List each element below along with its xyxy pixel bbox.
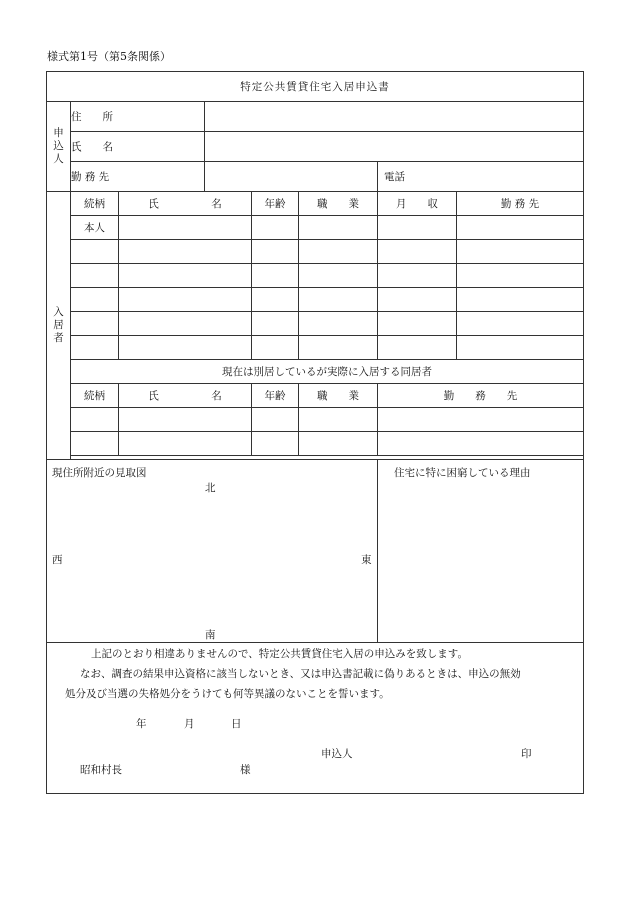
table-cell[interactable]	[119, 264, 252, 288]
table-cell[interactable]	[378, 336, 457, 360]
declaration-area	[47, 643, 584, 794]
table-cell[interactable]	[378, 216, 457, 240]
table-cell[interactable]	[71, 288, 119, 312]
table-cell[interactable]	[378, 432, 584, 456]
table-cell[interactable]	[378, 408, 584, 432]
table-cell[interactable]	[119, 432, 252, 456]
table-cell[interactable]	[119, 216, 252, 240]
map-area[interactable]	[47, 460, 378, 643]
header-name: 氏 名	[119, 192, 252, 216]
table-cell[interactable]	[457, 240, 584, 264]
table-cell[interactable]	[378, 312, 457, 336]
table-cell[interactable]	[119, 240, 252, 264]
address-field[interactable]	[205, 102, 584, 132]
residents-section-label: 入 居 者	[47, 192, 71, 460]
table-row	[47, 240, 584, 264]
table-cell[interactable]	[299, 288, 378, 312]
table-cell[interactable]	[299, 432, 378, 456]
sep-header-workplace: 勤 務 先	[378, 384, 584, 408]
table-cell[interactable]	[119, 408, 252, 432]
table-cell[interactable]	[71, 264, 119, 288]
form-number: 様式第1号（第5条関係）	[47, 50, 171, 63]
south-label: 南	[205, 629, 216, 641]
table-row	[47, 216, 584, 240]
phone-label: 電話	[378, 162, 584, 192]
table-cell[interactable]	[119, 336, 252, 360]
table-cell[interactable]	[252, 216, 299, 240]
table-cell[interactable]	[378, 240, 457, 264]
name-field[interactable]	[205, 132, 584, 162]
workplace-field[interactable]	[205, 162, 378, 192]
seal-label: 印	[521, 748, 532, 760]
table-row	[47, 432, 584, 456]
table-row	[47, 336, 584, 360]
sep-header-age: 年齢	[252, 384, 299, 408]
table-cell[interactable]	[252, 264, 299, 288]
header-age: 年齢	[252, 192, 299, 216]
table-cell[interactable]	[457, 264, 584, 288]
form-title: 特定公共賃貸住宅入居申込書	[47, 72, 584, 102]
table-cell[interactable]	[119, 312, 252, 336]
declaration-line-1: 上記のとおり相違ありませんので、特定公共賃貸住宅入居の申込みを致します。	[91, 648, 468, 660]
year-label: 年	[136, 718, 147, 730]
table-cell[interactable]	[457, 312, 584, 336]
table-cell[interactable]	[457, 216, 584, 240]
east-label: 東	[361, 554, 372, 566]
table-cell[interactable]	[252, 288, 299, 312]
applicant-section-label: 申 込 人	[47, 102, 71, 192]
table-cell[interactable]	[299, 264, 378, 288]
reason-area[interactable]	[378, 460, 584, 643]
table-cell[interactable]	[299, 240, 378, 264]
table-cell[interactable]	[71, 312, 119, 336]
table-cell[interactable]	[71, 336, 119, 360]
table-cell[interactable]	[457, 336, 584, 360]
sep-header-occupation: 職 業	[299, 384, 378, 408]
table-cell[interactable]	[378, 288, 457, 312]
table-row	[47, 264, 584, 288]
day-label: 日	[231, 718, 242, 730]
address-label: 住 所	[71, 102, 205, 132]
month-label: 月	[184, 718, 195, 730]
table-cell[interactable]	[299, 408, 378, 432]
table-cell[interactable]	[71, 240, 119, 264]
sep-header-relation: 続柄	[71, 384, 119, 408]
table-row	[47, 408, 584, 432]
table-cell[interactable]	[252, 240, 299, 264]
table-cell[interactable]	[299, 336, 378, 360]
application-form	[46, 71, 584, 794]
declaration-line-2: なお、調査の結果申込資格に該当しないとき、又は申込書記載に偽りあるときは、申込の無効	[80, 668, 521, 680]
workplace-label: 勤 務 先	[71, 162, 205, 192]
header-income: 月 収	[378, 192, 457, 216]
table-cell[interactable]	[378, 264, 457, 288]
table-row	[47, 312, 584, 336]
table-row	[47, 288, 584, 312]
table-cell[interactable]	[252, 408, 299, 432]
header-workplace: 勤 務 先	[457, 192, 584, 216]
west-label: 西	[52, 554, 63, 566]
separate-residents-caption: 現在は別居しているが実際に入居する同居者	[71, 360, 584, 384]
table-cell[interactable]	[299, 216, 378, 240]
addressee-label: 昭和村長	[80, 764, 122, 776]
header-relation: 続柄	[71, 192, 119, 216]
table-cell[interactable]	[252, 312, 299, 336]
applicant-sign-label: 申込人	[321, 748, 353, 760]
reason-title: 住宅に特に困窮している理由	[394, 467, 531, 479]
relation-self: 本人	[71, 216, 119, 240]
table-cell[interactable]	[71, 408, 119, 432]
map-title: 現住所附近の見取図	[52, 467, 147, 479]
table-cell[interactable]	[119, 288, 252, 312]
table-cell[interactable]	[457, 288, 584, 312]
table-cell[interactable]	[252, 336, 299, 360]
table-cell[interactable]	[252, 432, 299, 456]
name-label: 氏 名	[71, 132, 205, 162]
table-cell[interactable]	[71, 432, 119, 456]
declaration-line-3: 処分及び当選の失格処分をうけても何等異議のないことを誓います。	[65, 688, 390, 700]
header-occupation: 職 業	[299, 192, 378, 216]
sep-header-name: 氏 名	[119, 384, 252, 408]
north-label: 北	[205, 482, 216, 494]
table-cell[interactable]	[299, 312, 378, 336]
honorific-label: 様	[240, 764, 251, 776]
